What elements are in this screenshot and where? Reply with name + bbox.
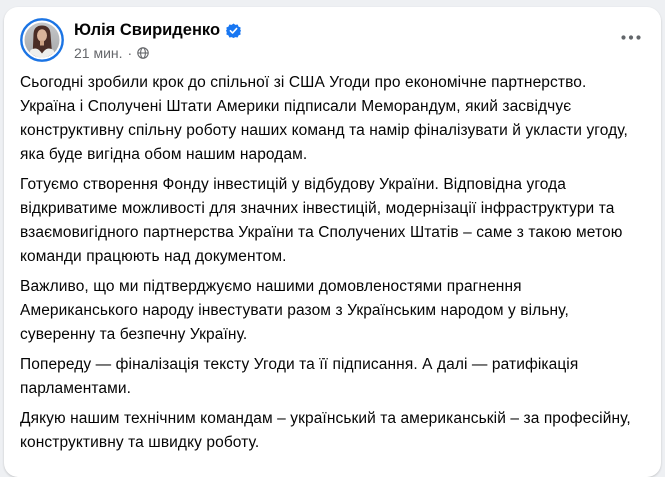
author-name-row [74, 20, 613, 41]
post-paragraph: Важливо, що ми підтверджуємо нашими домовленостями прагнення Американського народу інвестувати разом з Українським народом у вільну, суверенну та безпечну Україну. [20, 278, 574, 343]
author-name[interactable]: Юлія Свириденко [74, 21, 221, 39]
post-meta [74, 44, 613, 62]
globe-public-icon [137, 47, 149, 59]
facebook-post-card [4, 7, 661, 477]
avatar[interactable] [20, 18, 64, 62]
meta-separator: · [127, 45, 133, 61]
post-paragraph: Попереду — фіналізація тексту Угоди та її підписання. А далі — ратифікація парламентами. [20, 356, 583, 397]
post-paragraph: Дякую нашим технічним командам – український та американській – за професійну, конструктивну та швидку роботу. [20, 410, 636, 451]
more-options-button[interactable] [613, 22, 649, 52]
ellipsis-more-icon [621, 35, 641, 40]
post-header [20, 13, 643, 62]
post-paragraph: Готуємо створення Фонду інвестицій у відбудову України. Відповідна угода відкриватиме можливості для значних інвестицій, модернізації інфраструктури та взаємовигідного партнерства України та Сполучених Штатів – саме з такою метою команди працюють над документом. [20, 176, 627, 265]
post-body [20, 71, 643, 455]
profile-photo [20, 18, 64, 62]
timestamp[interactable]: 21 мин. [74, 45, 123, 61]
post-header-info [74, 18, 613, 62]
verified-badge-icon [226, 23, 241, 38]
post-paragraph: Сьогодні зробили крок до спільної зі США Угоди про економічне партнерство. Україна і Сполучені Штати Америки підписали Меморандум, який засвідчує конструктивну спільну роботу наших команд та намір фіналізувати й укласти угоду, яка буде вигідна обом нашим народам. [20, 74, 633, 163]
